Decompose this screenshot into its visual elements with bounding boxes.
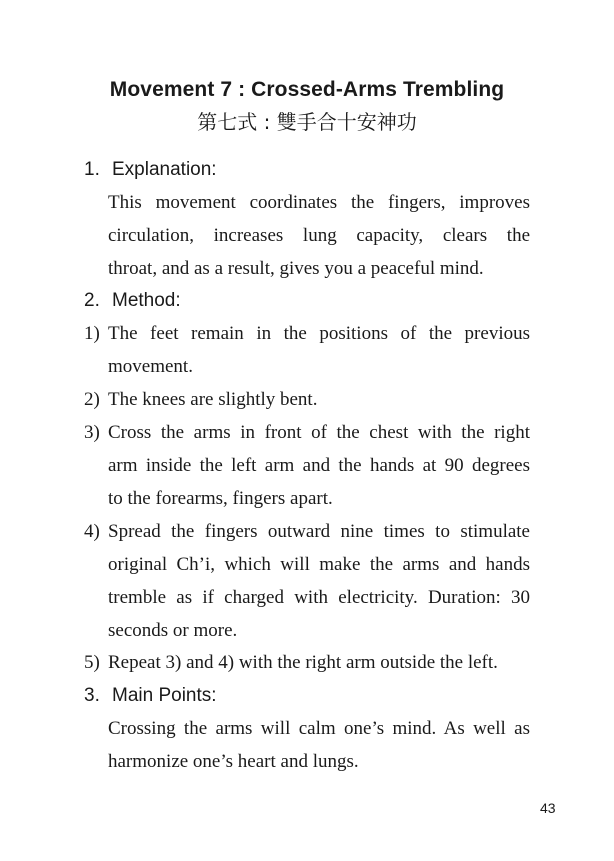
step-line: movement. (108, 356, 193, 377)
step-line: arm inside the left arm and the hands at 90 degrees (108, 455, 530, 476)
step-line: Cross the arms in front of the chest with the right (108, 422, 530, 443)
explanation-line: circulation, increases lung capacity, clears the (108, 225, 530, 246)
step-marker: 1) (84, 323, 100, 344)
main-points-line: Crossing the arms will calm one’s mind. As well as (108, 718, 530, 739)
section-title: Explanation: (112, 159, 217, 180)
section-title: Method: (112, 290, 181, 311)
step-marker: 3) (84, 422, 100, 443)
step-line: The knees are slightly bent. (108, 389, 318, 410)
section-title: Main Points: (112, 685, 217, 706)
page-number: 43 (540, 800, 556, 816)
step-line: seconds or more. (108, 620, 238, 641)
section-heading-main-points (84, 683, 217, 709)
main-points-line: harmonize one’s heart and lungs. (108, 751, 359, 772)
step-marker: 2) (84, 389, 100, 410)
step-line: to the forearms, fingers apart. (108, 488, 333, 509)
step-line: The feet remain in the positions of the previous (108, 323, 530, 344)
section-heading-method (84, 288, 181, 314)
step-line: tremble as if charged with electricity. Duration: 30 (108, 587, 530, 608)
section-number: 2. (84, 290, 100, 311)
section-number: 3. (84, 685, 100, 706)
step-line: original Ch’i, which will make the arms and hands (108, 554, 530, 575)
step-line: Spread the fingers outward nine times to stimulate (108, 521, 530, 542)
step-marker: 4) (84, 521, 100, 542)
page-subtitle-chinese: 第七式 : 雙手合十安神功 (197, 110, 417, 134)
section-number: 1. (84, 159, 100, 180)
explanation-line: This movement coordinates the fingers, improves (108, 192, 530, 213)
explanation-line: throat, and as a result, gives you a peaceful mind. (108, 258, 484, 279)
step-line: Repeat 3) and 4) with the right arm outside the left. (108, 652, 498, 673)
section-heading-explanation (84, 157, 217, 183)
step-marker: 5) (84, 652, 100, 673)
page-title: Movement 7 : Crossed-Arms Trembling (109, 78, 505, 101)
